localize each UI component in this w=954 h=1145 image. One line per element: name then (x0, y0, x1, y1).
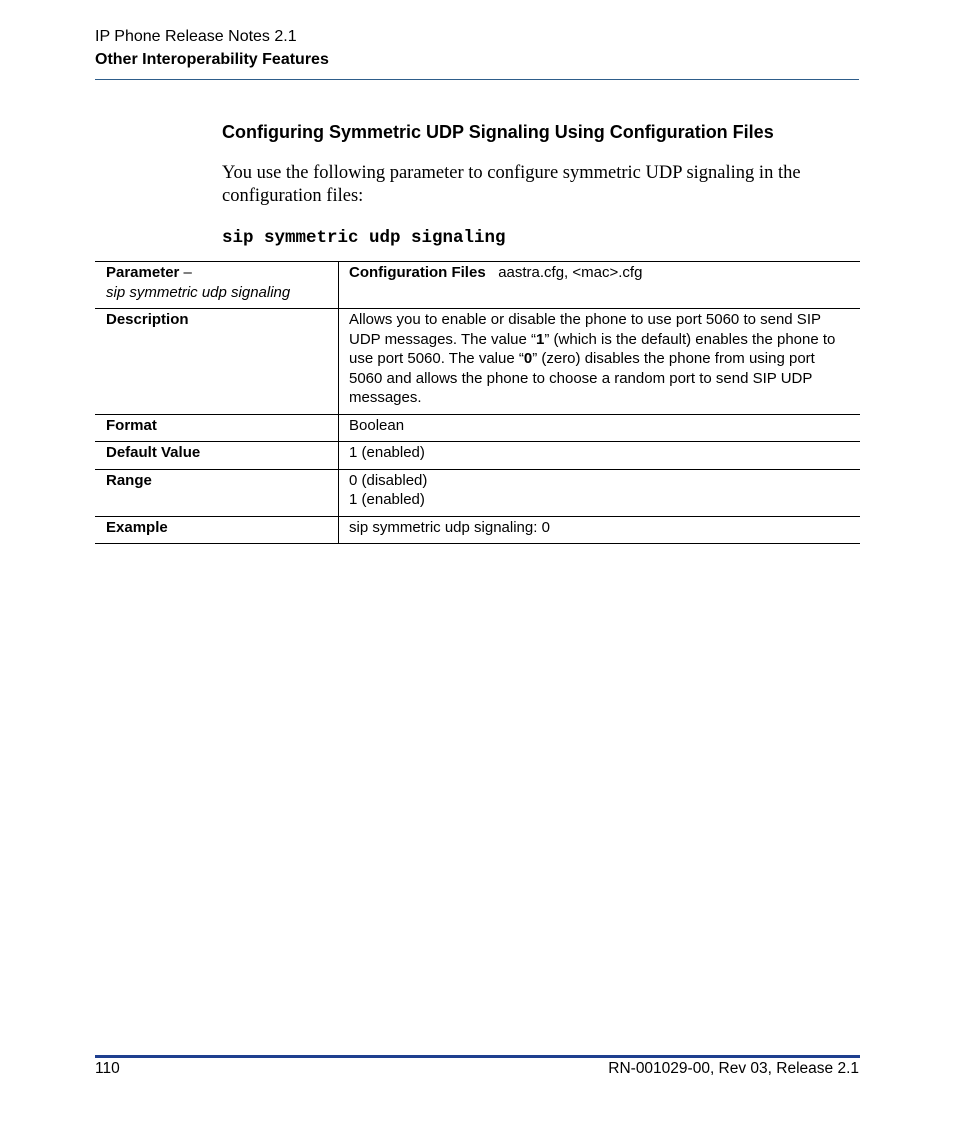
table-row (95, 262, 860, 309)
description-value-zero: 0 (523, 350, 533, 367)
config-files-value: aastra.cfg, <mac>.cfg (498, 264, 643, 281)
description-text: Allows you to enable or disable the phone to use port 5060 to send SIP UDP messages. The value “ (349, 311, 821, 348)
parameter-code: sip symmetric udp signaling (222, 228, 506, 248)
footer-divider (95, 1055, 860, 1058)
section-title: Other Interoperability Features (95, 51, 329, 68)
header-divider (95, 79, 859, 80)
description-value-one: 1 (536, 330, 545, 348)
page-number: 110 (95, 1060, 120, 1077)
description-value (339, 309, 861, 415)
parameter-dash: – (179, 264, 192, 281)
format-value: Boolean (339, 414, 861, 442)
parameter-label: Parameter (106, 264, 180, 281)
description-text: ” (which is the default) enables the phone to use port 5060. The value “ (349, 330, 836, 367)
range-label: Range (95, 469, 339, 516)
format-label: Format (95, 414, 339, 442)
config-files-label: Configuration Files (349, 264, 486, 281)
example-label: Example (95, 516, 339, 544)
example-value: sip symmetric udp signaling: 0 (339, 516, 861, 544)
table-row (95, 414, 860, 442)
description-text: ” (zero) disables the phone from using port 5060 and allows the phone to choose a random port to send SIP UDP messages. (349, 350, 815, 406)
table-row (95, 442, 860, 470)
table-row (95, 516, 860, 544)
description-label: Description (95, 309, 339, 415)
table-row (95, 309, 860, 415)
default-value: 1 (enabled) (339, 442, 861, 470)
document-title: IP Phone Release Notes 2.1 (95, 28, 297, 45)
parameter-name: sip symmetric udp signaling (106, 283, 291, 301)
intro-paragraph: You use the following parameter to configure symmetric UDP signaling in the configuration files: (222, 163, 801, 206)
range-value-enabled: 1 (enabled) (349, 491, 425, 508)
default-value-label: Default Value (95, 442, 339, 470)
page-header (95, 27, 859, 71)
range-values (339, 469, 861, 516)
parameter-table (95, 261, 860, 544)
range-value-disabled: 0 (disabled) (349, 471, 428, 489)
config-files-cell (339, 262, 861, 309)
page-heading: Configuring Symmetric UDP Signaling Using Configuration Files (222, 122, 774, 142)
table-row (95, 469, 860, 516)
document-reference: RN-001029-00, Rev 03, Release 2.1 (608, 1060, 859, 1077)
parameter-label-cell (95, 262, 339, 309)
